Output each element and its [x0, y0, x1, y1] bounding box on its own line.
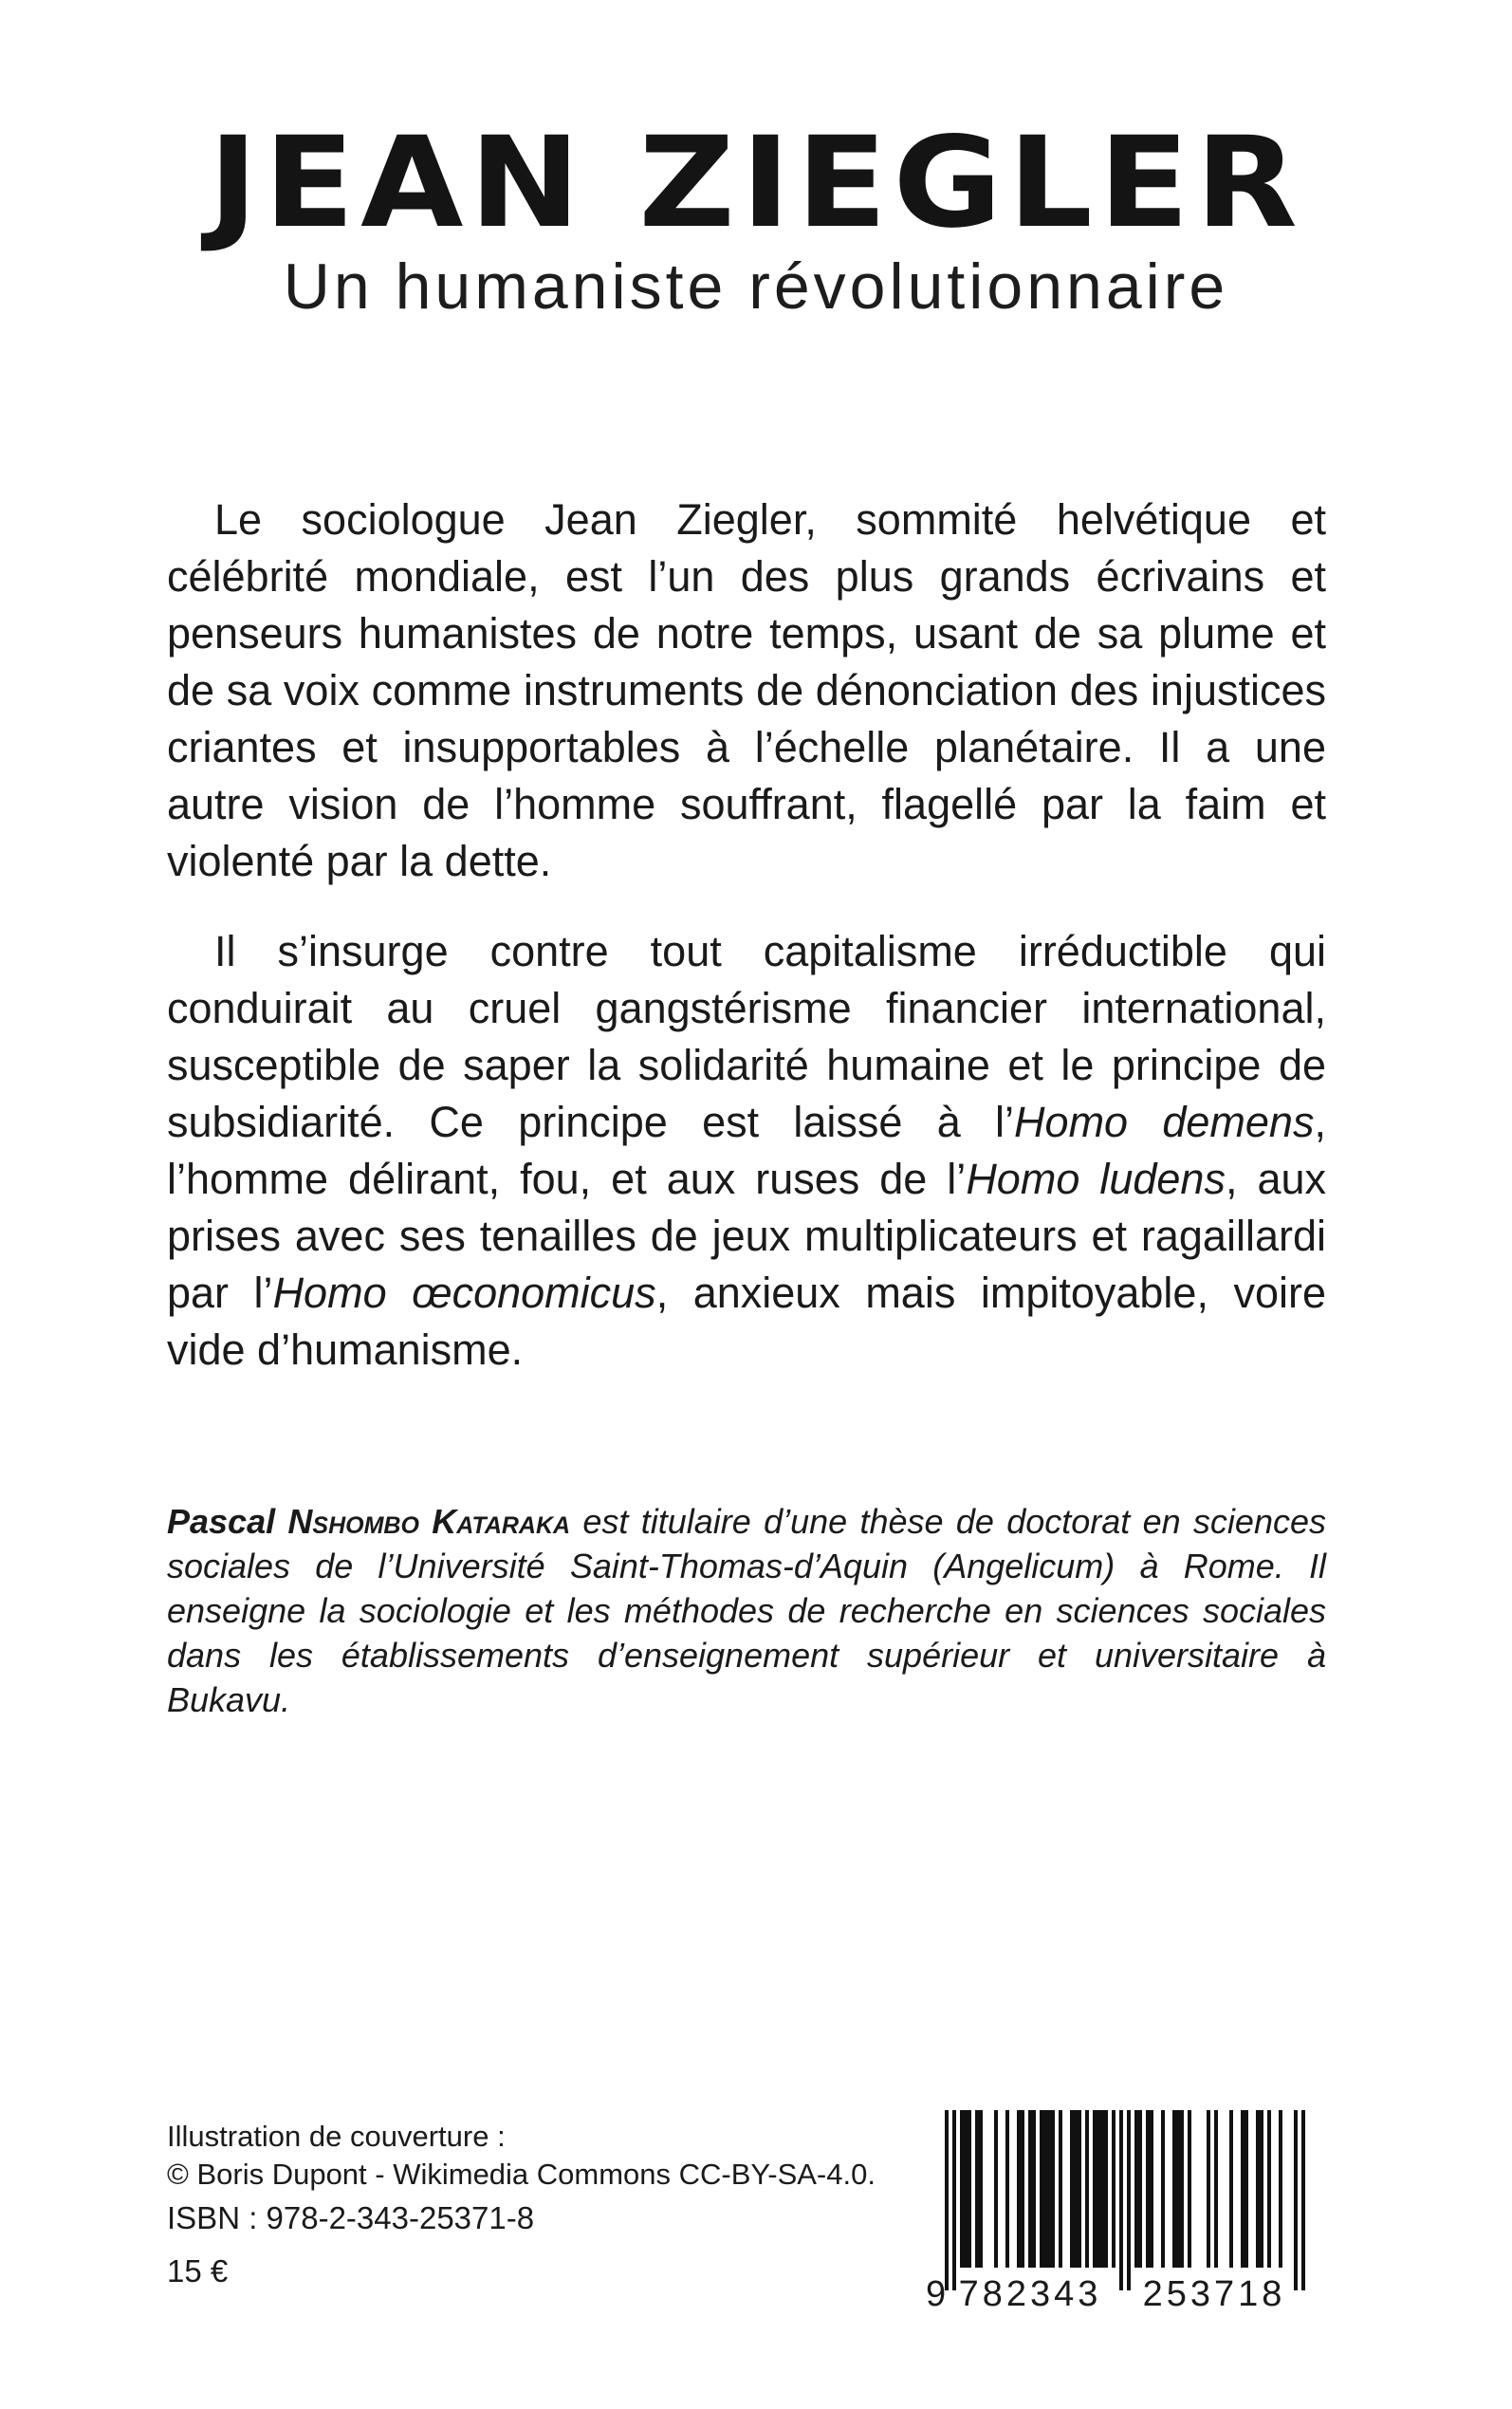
barcode-bar — [1093, 2110, 1097, 2268]
barcode-bar — [960, 2110, 964, 2268]
barcode-bar — [1207, 2110, 1210, 2268]
summary-paragraph-1: Le sociologue Jean Ziegler, sommité helvétique et célébrité mondiale, est l’un des plus grands écrivains et penseurs humanistes de notre temps, usant de sa plume et de sa voix comme instruments de dénonciation des injustices criantes et insupportables à l’échelle planétaire. Il a une autre vision de l’homme souffrant, flagellé par la faim et violenté par la dette. — [167, 495, 1326, 885]
book-subtitle: Un humaniste révolutionnaire — [283, 250, 1229, 323]
barcode-bar — [1229, 2110, 1233, 2268]
price-label: 15 € — [167, 2253, 229, 2289]
barcode-bar — [1146, 2110, 1150, 2268]
barcode-first-digit: 9 — [926, 2274, 947, 2314]
barcode-graphic — [918, 2104, 1326, 2315]
term-homo-oeconomicus: Homo œconomicus — [272, 1269, 656, 1317]
barcode-guard-bar — [945, 2110, 949, 2290]
barcode-bar — [1005, 2110, 1009, 2268]
cover-credits — [167, 2118, 926, 2194]
barcode-bar — [1150, 2110, 1153, 2268]
summary-text — [167, 491, 1326, 1412]
barcode-bar — [1256, 2110, 1260, 2268]
barcode-bar — [1040, 2110, 1043, 2268]
barcode-bar — [1051, 2110, 1055, 2268]
summary-p2-part-d: , anxieux mais impitoyable, voire vide d’humanisme. — [167, 1269, 1327, 1374]
barcode-guard-bar — [1301, 2110, 1305, 2290]
credits-line-1: Illustration de couverture : — [167, 2120, 506, 2153]
barcode-bar — [1059, 2110, 1062, 2268]
book-title: JEAN ZIEGLER — [208, 110, 1304, 256]
summary-p2-part-a: Il s’insurge contre tout capitalisme irréductible qui conduirait au cruel gangstérisme financier international, susceptible de saper la solidarité humaine et le principe de subsidiarité. Ce principe est laissé à l’ — [167, 927, 1326, 1146]
barcode-bar — [1245, 2110, 1248, 2268]
author-first-name: Pascal — [167, 1502, 288, 1541]
barcode-bar — [1180, 2110, 1184, 2268]
barcode-bar — [1260, 2110, 1263, 2268]
barcode-bar — [1085, 2110, 1089, 2268]
barcode-bar — [1043, 2110, 1047, 2268]
barcode-bar — [1161, 2110, 1165, 2268]
barcode-guard-bar — [1127, 2110, 1131, 2290]
isbn-barcode — [918, 2104, 1326, 2315]
barcode-bar — [1074, 2110, 1078, 2268]
barcode-right-digits: 253718 — [1142, 2274, 1286, 2314]
author-last-name: Nshombo Kataraka — [287, 1502, 571, 1541]
barcode-bar — [968, 2110, 971, 2268]
barcode-bar — [1021, 2110, 1024, 2268]
barcode-bar — [1241, 2110, 1245, 2268]
barcode-bar — [979, 2110, 983, 2268]
author-name — [167, 1502, 570, 1541]
barcode-guard-bar — [952, 2110, 956, 2290]
barcode-bar — [1279, 2110, 1282, 2268]
credits-line-2: © Boris Dupont - Wikimedia Commons CC-BY-SA-4.0. — [167, 2158, 876, 2191]
author-bio — [167, 1499, 1326, 1722]
term-homo-ludens: Homo ludens — [966, 1155, 1226, 1203]
barcode-bar — [1104, 2110, 1108, 2268]
barcode-bar — [1138, 2110, 1142, 2268]
barcode-bar — [1032, 2110, 1036, 2268]
author-bio-text: est titulaire d’une thèse de doctorat en sciences sociales de l’Université Saint-Thomas-d’Aquin (Angelicum) à Rome. Il enseigne la sociologie et les méthodes de recherche en sciences sociales dans les établissements d’enseignement supérieur et universitaire à Bukavu. — [167, 1502, 1326, 1719]
barcode-bar — [1017, 2110, 1021, 2268]
barcode-bar — [1267, 2110, 1271, 2268]
barcode-guard-bar — [1119, 2110, 1123, 2290]
summary-paragraph-2 — [167, 923, 1326, 1379]
summary-p2-part-c: , aux prises avec ses tenailles de jeux multiplicateurs et ragaillardi par l’ — [167, 1155, 1326, 1317]
barcode-bar — [1047, 2110, 1051, 2268]
barcode-bar — [975, 2110, 979, 2268]
barcode-bar — [1097, 2110, 1100, 2268]
summary-p2-part-b: , l’homme délirant, fou, et aux ruses de l’ — [167, 1098, 1326, 1203]
barcode-bar — [994, 2110, 998, 2268]
term-homo-demens: Homo demens — [1014, 1098, 1315, 1146]
barcode-bar — [1134, 2110, 1138, 2268]
barcode-left-digits: 782343 — [958, 2274, 1102, 2314]
barcode-bar — [1214, 2110, 1218, 2268]
barcode-bar — [1176, 2110, 1180, 2268]
barcode-bar — [1078, 2110, 1081, 2268]
barcode-bar — [1028, 2110, 1032, 2268]
barcode-bar — [1100, 2110, 1104, 2268]
barcode-bar — [1112, 2110, 1116, 2268]
barcode-bar — [1070, 2110, 1074, 2268]
barcode-bar — [1188, 2110, 1191, 2268]
barcode-bar — [1172, 2110, 1176, 2268]
isbn-label: ISBN : 978-2-343-25371-8 — [167, 2200, 535, 2235]
barcode-guard-bar — [1294, 2110, 1298, 2290]
barcode-bar — [964, 2110, 968, 2268]
barcode-bars — [945, 2110, 1305, 2290]
